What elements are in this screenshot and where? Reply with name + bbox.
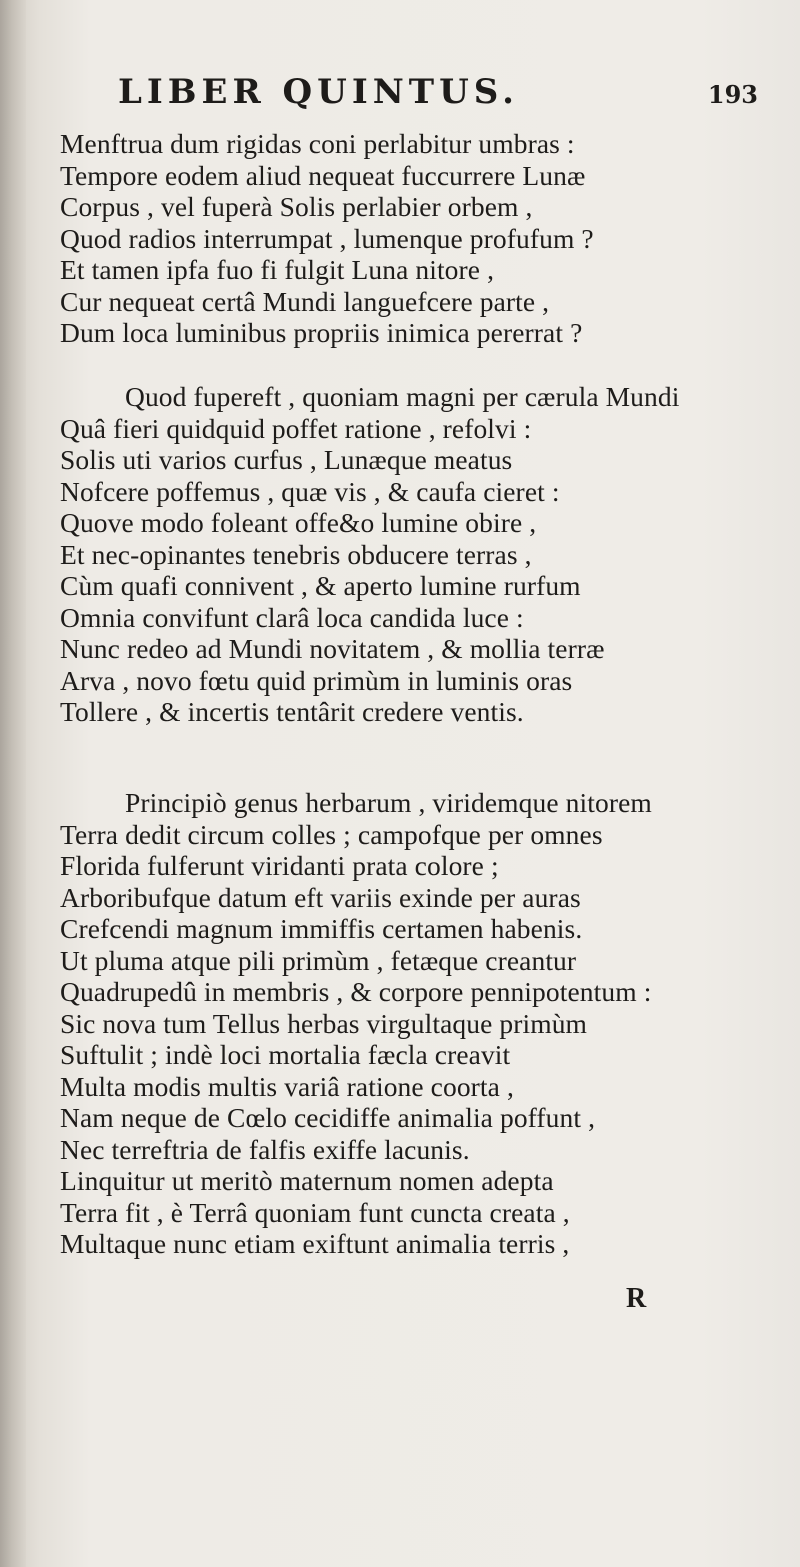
verse-line: Sic nova tum Tellus herbas virgultaque primùm bbox=[60, 1007, 588, 1039]
verse-line: Suftulit ; indè loci mortalia fæcla creavit bbox=[60, 1039, 511, 1070]
verse-line: Principiò genus herbarum , viridemque nitorem bbox=[125, 787, 652, 818]
verse-line: Dum loca luminibus propriis inimica pererrat ? bbox=[60, 317, 583, 348]
verse-line: Arboribufque datum eft variis exinde per auras bbox=[60, 881, 581, 913]
page-gutter-shadow bbox=[0, 0, 26, 1567]
verse-line: Multaque nunc etiam exiftunt animalia terris , bbox=[60, 1228, 570, 1259]
verse-line: Quâ fieri quidquid poffet ratione , refolvi : bbox=[60, 412, 532, 444]
verse-line: Quadrupedû in membris , & corpore pennipotentum : bbox=[60, 976, 652, 1007]
stanza-1 bbox=[60, 128, 800, 349]
verse-line: Linquitur ut meritò maternum nomen adepta bbox=[60, 1165, 554, 1196]
verse-line: Quod radios interrumpat , lumenque profufum ? bbox=[60, 222, 594, 254]
verse-line: Terra dedit circum colles ; campofque per omnes bbox=[60, 818, 603, 850]
verse-line: Tempore eodem aliud nequeat fuccurrere Lunæ bbox=[60, 159, 586, 191]
verse-line: Et tamen ipfa fuo fi fulgit Luna nitore , bbox=[60, 254, 495, 285]
stanza-2 bbox=[60, 381, 800, 728]
verse-line: Et nec-opinantes tenebris obducere terras , bbox=[60, 538, 532, 570]
verse-line: Quove modo foleant offe&o lumine obire , bbox=[60, 507, 537, 538]
verse-line: Tollere , & incertis tentârit credere ventis. bbox=[60, 696, 524, 727]
running-title: LIBER QUINTUS. bbox=[118, 72, 519, 112]
verse-line: Quod fupereft , quoniam magni per cærula Mundi bbox=[125, 381, 680, 412]
page-number: 193 bbox=[707, 80, 758, 109]
verse-line: Cur nequeat certâ Mundi languefcere parte , bbox=[60, 285, 550, 317]
stanza-3 bbox=[60, 787, 800, 1260]
verse-line: Nofcere poffemus , quæ vis , & caufa cieret : bbox=[60, 475, 560, 507]
page-header bbox=[118, 72, 758, 122]
verse-line: Omnia convifunt clarâ loca candida luce : bbox=[60, 601, 524, 633]
verse-line: Corpus , vel fuperà Solis perlabier orbem , bbox=[60, 191, 533, 222]
verse-line: Cùm quafi connivent , & aperto lumine rurfum bbox=[60, 570, 581, 601]
verse-line: Menftrua dum rigidas coni perlabitur umbras : bbox=[60, 128, 575, 159]
verse-line: Nam neque de Cœlo cecidiffe animalia poffunt , bbox=[60, 1102, 596, 1133]
verse-line: Multa modis multis variâ ratione coorta , bbox=[60, 1070, 514, 1102]
catchword: R bbox=[626, 1283, 647, 1314]
verse-line: Nec terreftria de falfis exiffe lacunis. bbox=[60, 1133, 470, 1165]
verse-line: Florida fulferunt viridanti prata colore ; bbox=[60, 850, 499, 881]
verse-line: Solis uti varios curfus , Lunæque meatus bbox=[60, 444, 513, 475]
verse-line: Ut pluma atque pili primùm , fetæque creantur bbox=[60, 944, 577, 976]
verse-line: Arva , novo fœtu quid primùm in luminis oras bbox=[60, 664, 573, 696]
verse-line: Crefcendi magnum immiffis certamen habenis. bbox=[60, 913, 583, 944]
verse-line: Terra fit , è Terrâ quoniam funt cuncta creata , bbox=[60, 1196, 570, 1228]
verse-line: Nunc redeo ad Mundi novitatem , & mollia terræ bbox=[60, 633, 605, 664]
